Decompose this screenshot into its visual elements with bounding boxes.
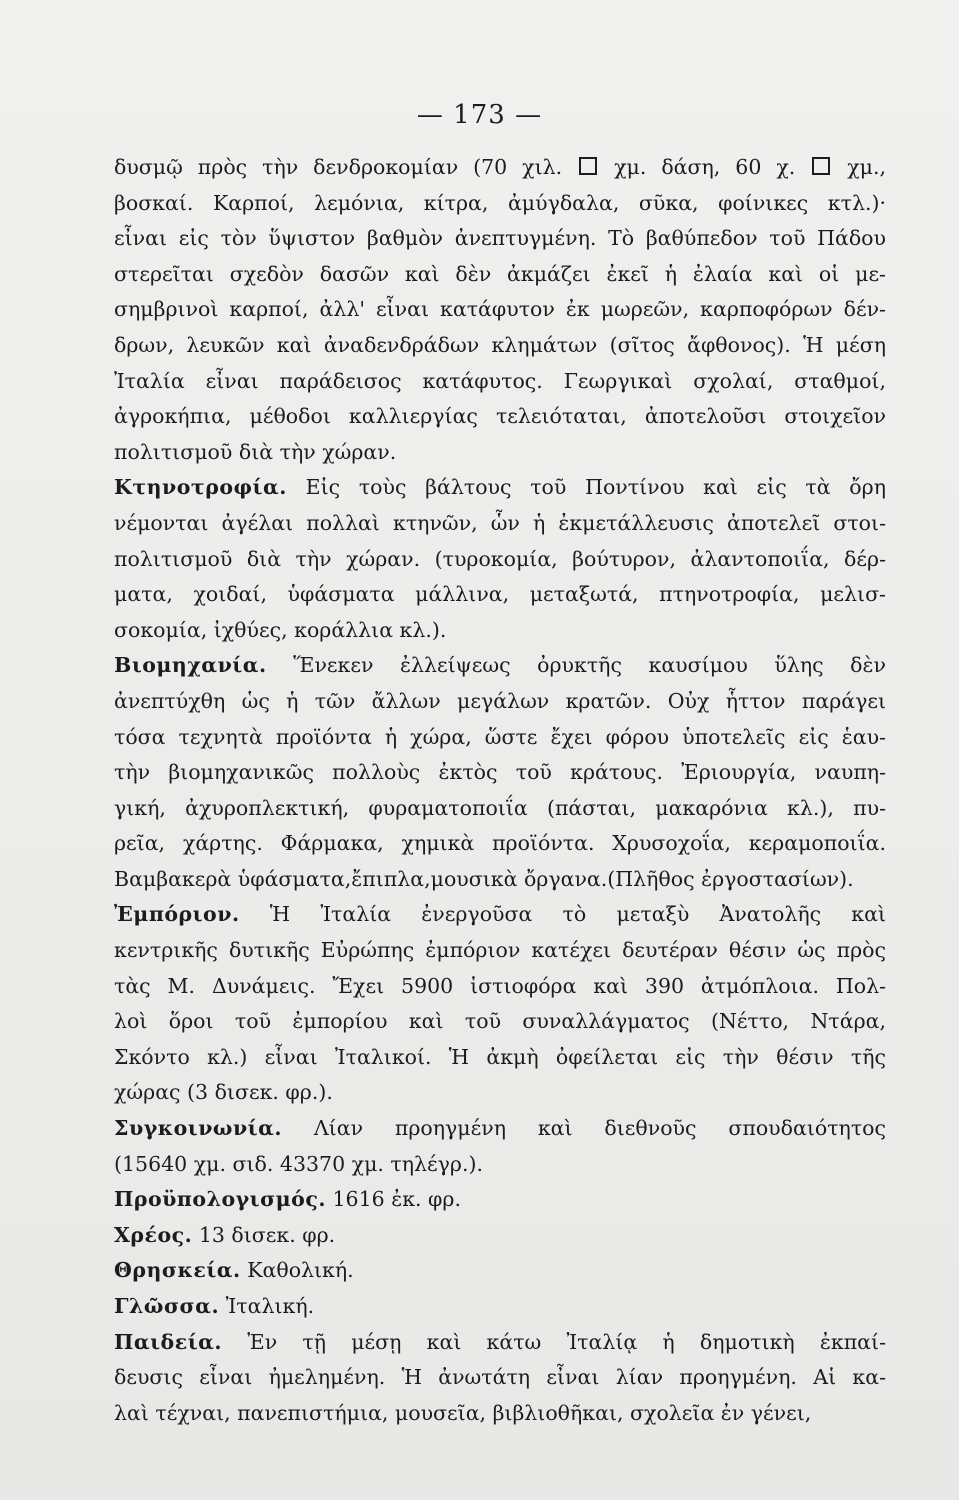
text-line	[114, 720, 886, 756]
text-line	[114, 1325, 886, 1361]
text-line	[114, 1075, 886, 1111]
text-line	[114, 364, 886, 400]
paragraph	[114, 150, 886, 470]
text-segment: γική, ἀχυροπλεκτική, φυραματοποιΐα (πάσται, μακαρόνια κλ.), πυ-	[114, 795, 886, 820]
paragraph	[114, 470, 886, 648]
section-heading: Γλῶσσα.	[114, 1294, 220, 1318]
text-line	[114, 257, 886, 293]
text-segment: Ἐν τῇ μέσῃ καὶ κάτω Ἰταλίᾳ ἡ δημοτικὴ ἐκπαί-	[222, 1329, 886, 1354]
text-segment: λοὶ ὅροι τοῦ ἐμπορίου καὶ τοῦ συναλλάγματος (Νέττο, Ντάρα,	[114, 1009, 886, 1034]
text-segment: Λίαν προηγμένη καὶ διεθνοῦς σπουδαιότητος	[282, 1116, 886, 1141]
text-line	[114, 791, 886, 827]
text-segment: πολιτισμοῦ διὰ τὴν χώραν. (τυροκομία, βούτυρον, ἀλαντοποιΐα, δέρ-	[114, 546, 886, 571]
text-segment: στερεῖται σχεδὸν δασῶν καὶ δὲν ἀκμάζει ἐκεῖ ἡ ἐλαία καὶ οἱ με-	[114, 261, 886, 286]
text-line	[114, 542, 886, 578]
text-segment: τόσα τεχνητὰ προϊόντα ἡ χώρα, ὥστε ἔχει φόρου ὑποτελεῖς εἰς ἑαυ-	[114, 724, 886, 749]
text-line	[114, 755, 886, 791]
text-line	[114, 933, 886, 969]
body-text	[114, 150, 886, 1431]
section-heading: Ἐμπόριον.	[114, 902, 240, 927]
paragraph	[114, 1325, 886, 1432]
text-line	[114, 826, 886, 862]
text-segment: 1616 ἐκ. φρ.	[325, 1187, 461, 1212]
page-number: — 173 —	[416, 100, 543, 130]
paragraph	[114, 1289, 886, 1325]
text-line	[114, 221, 886, 257]
text-line	[114, 684, 886, 720]
text-segment: Βαμβακερὰ ὑφάσματα,ἔπιπλα,μουσικὰ ὄργανα.(Πλῆθος ἐργοστασίων).	[114, 866, 854, 891]
text-segment: εἶναι εἰς τὸν ὕψιστον βαθμὸν ἀνεπτυγμένη. Τὸ βαθύπεδον τοῦ Πάδου	[114, 226, 886, 251]
text-segment: βοσκαί. Καρποί, λεμόνια, κίτρα, ἀμύγδαλα, σῦκα, φοίνικες κτλ.)·	[114, 190, 886, 215]
text-line	[114, 1253, 886, 1289]
text-line	[114, 186, 886, 222]
text-segment: χώρας (3 δισεκ. φρ.).	[114, 1080, 333, 1105]
text-segment: ματα, χοιδαί, ὑφάσματα μάλλινα, μεταξωτά, πτηνοτροφία, μελισ-	[114, 582, 886, 607]
text-segment: Ἰταλία εἶναι παράδεισος κατάφυτος. Γεωργικαὶ σχολαί, σταθμοί,	[114, 368, 886, 393]
text-segment: ἀγροκήπια, μέθοδοι καλλιεργίας τελειόταται, ἀποτελοῦσι στοιχεῖον	[114, 404, 886, 429]
text-line	[114, 435, 886, 471]
text-line	[114, 613, 886, 649]
text-segment: δυσμῷ πρὸς τὴν δενδροκομίαν (70 χιλ.	[114, 155, 578, 179]
text-segment: ρεῖα, χάρτης. Φάρμακα, χημικὰ προϊόντα. Χρυσοχοΐα, κεραμοποιΐα.	[114, 831, 886, 856]
text-segment: κεντρικῆς δυτικῆς Εὐρώπης ἐμπόριον κατέχει δευτέραν θέσιν ὡς πρὸς	[114, 938, 886, 963]
section-heading: Συγκοινωνία.	[114, 1116, 283, 1141]
text-line	[114, 1360, 886, 1396]
text-line	[114, 150, 886, 186]
text-line	[114, 897, 886, 933]
text-line	[114, 862, 886, 898]
text-line	[114, 1111, 886, 1147]
text-segment: Ἕνεκεν ἐλλείψεως ὀρυκτῆς καυσίμου ὕλης δὲν	[266, 653, 886, 678]
text-line	[114, 1004, 886, 1040]
text-segment: σημβρινοὶ καρποί, ἀλλ' εἶναι κατάφυτον ἐκ μωρεῶν, καρποφόρων δέν-	[114, 297, 886, 322]
text-line	[114, 1040, 886, 1076]
paragraph	[114, 1218, 886, 1254]
text-line	[114, 470, 886, 506]
section-heading: Θρησκεία.	[114, 1258, 241, 1283]
text-line	[114, 969, 886, 1005]
paragraph	[114, 648, 886, 897]
square-symbol-icon	[579, 157, 597, 175]
text-segment: Εἰς τοὺς βάλτους τοῦ Ποντίνου καὶ εἰς τὰ ὄρη	[286, 475, 886, 500]
text-segment: Καθολική.	[240, 1258, 354, 1283]
text-segment: σοκομία, ἰχθύες, κοράλλια κλ.).	[114, 617, 447, 642]
text-line	[114, 1182, 886, 1218]
text-segment: 13 δισεκ. φρ.	[192, 1222, 336, 1247]
text-segment: (15640 χμ. σιδ. 43370 χμ. τηλέγρ.).	[114, 1151, 483, 1176]
text-segment: ἀνεπτύχθη ὡς ἡ τῶν ἄλλων μεγάλων κρατῶν. Οὐχ ἧττον παράγει	[114, 688, 886, 713]
text-segment: δρων, λευκῶν καὶ ἀναδενδράδων κλημάτων (σῖτος ἄφθονος). Ἡ μέση	[114, 332, 886, 357]
text-line	[114, 648, 886, 684]
text-line	[114, 328, 886, 364]
text-segment: χμ. δάση, 60 χ.	[599, 155, 811, 179]
text-line	[114, 1396, 886, 1432]
text-line	[114, 1289, 886, 1325]
section-heading: Παιδεία.	[114, 1329, 223, 1354]
text-line	[114, 1218, 886, 1254]
paragraph	[114, 1111, 886, 1182]
text-line	[114, 506, 886, 542]
text-segment: χμ.,	[832, 155, 886, 179]
text-segment: τὴν βιομηχανικῶς πολλοὺς ἐκτὸς τοῦ κράτους. Ἐριουργία, ναυπη-	[114, 760, 886, 785]
text-segment: λαὶ τέχναι, πανεπιστήμια, μουσεῖα, βιβλιοθῆκαι, σχολεῖα ἐν γένει,	[114, 1400, 812, 1425]
text-segment: Ἰταλική.	[219, 1294, 315, 1318]
text-line	[114, 292, 886, 328]
square-symbol-icon	[812, 157, 830, 175]
section-heading: Προϋπολογισμός.	[114, 1187, 326, 1212]
section-heading: Κτηνοτροφία.	[114, 475, 287, 500]
text-line	[114, 399, 886, 435]
text-line	[114, 1147, 886, 1183]
text-segment: νέμονται ἀγέλαι πολλαὶ κτηνῶν, ὧν ἡ ἐκμετάλλευσις ἀποτελεῖ στοι-	[114, 510, 886, 535]
paragraph	[114, 897, 886, 1111]
text-segment: Ἡ Ἰταλία ἐνεργοῦσα τὸ μεταξὺ Ἀνατολῆς καὶ	[239, 902, 886, 927]
text-line	[114, 577, 886, 613]
paragraph	[114, 1253, 886, 1289]
text-segment: δευσις εἶναι ἠμελημένη. Ἡ ἀνωτάτη εἶναι λίαν προηγμένη. Αἱ κα-	[114, 1365, 886, 1390]
section-heading: Χρέος.	[114, 1222, 193, 1247]
section-heading: Βιομηχανία.	[114, 653, 267, 678]
text-segment: τὰς Μ. Δυνάμεις. Ἔχει 5900 ἱστιοφόρα καὶ 390 ἀτμόπλοια. Πολ-	[114, 973, 886, 998]
text-segment: Σκόντο κλ.) εἶναι Ἰταλικοί. Ἡ ἀκμὴ ὀφείλεται εἰς τὴν θέσιν τῆς	[114, 1044, 886, 1069]
paragraph	[114, 1182, 886, 1218]
text-segment: πολιτισμοῦ διὰ τὴν χώραν.	[114, 439, 397, 464]
